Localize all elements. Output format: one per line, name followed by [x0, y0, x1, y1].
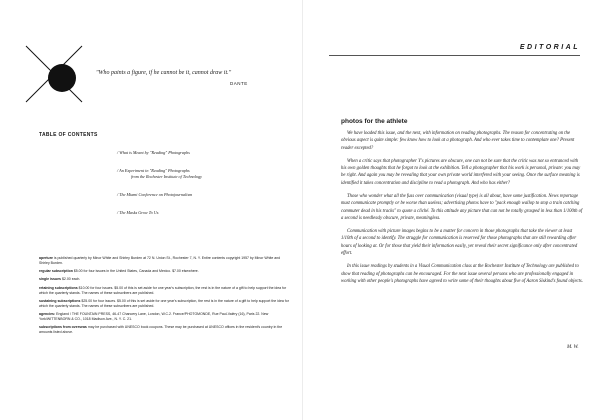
- colophon-label: regular subscription: [39, 269, 73, 274]
- epigraph-author: DANTE: [230, 81, 248, 86]
- colophon-text: $2.00 each.: [60, 277, 81, 282]
- colophon-paragraph: [39, 256, 289, 266]
- colophon-label: sustaining subscriptions: [39, 298, 81, 303]
- colophon-text: may be purchased with UNESCO book coupons. These may be purchased at UNESCO offices in the resident's country in the amounts listed above.: [39, 325, 283, 335]
- toc-item[interactable]: / The Masks Grow To Us: [117, 210, 159, 216]
- aperture-logo: [24, 44, 84, 104]
- colophon-paragraph: [39, 325, 289, 335]
- colophon-paragraph: [39, 312, 289, 322]
- colophon-paragraph: [39, 286, 289, 296]
- colophon-text: $5.00 for four issues in the United States, Canada and Mexico. $7.00 elsewhere.: [72, 269, 199, 274]
- colophon-paragraph: [39, 277, 289, 282]
- colophon-label: retaining subscriptions: [39, 285, 78, 290]
- colophon-label: subscriptions from overseas: [39, 325, 87, 330]
- toc-title: TABLE OF CONTENTS: [39, 132, 98, 138]
- colophon-text: England / THE FOUNTAIN PRESS, 46-47 Chancery Lane, London, W.C.2. France/PHOTOMONDE, Rue Paul-Valéry (16), Paris 22. New York/WITTENBORN & CO., 1018 Madison Ave., N. Y. C. 21.: [39, 312, 269, 321]
- colophon-label: aperture: [39, 256, 54, 260]
- right-page: [303, 0, 606, 420]
- toc-list: [117, 150, 297, 216]
- colophon-label: agencies:: [39, 312, 56, 317]
- colophon-text: $25.00 for four issues. $5.00 of this is set aside for one year's subscription, the rest is in the nature of a gift to help support the idea for which the quarterly stands. The names of these subscribers are published.: [39, 298, 289, 308]
- heading-rule: [329, 55, 580, 56]
- colophon-paragraph: [39, 269, 289, 274]
- colophon-paragraph: [39, 299, 289, 309]
- section-heading: EDITORIAL: [519, 44, 580, 51]
- toc-item[interactable]: / An Experiment in "Reading" Photographs: [117, 168, 190, 174]
- epigraph-quote: "Who paints a figure, if he cannot be it, cannot draw it.": [96, 70, 232, 76]
- article-paragraph: When a critic says that photographer Y's pictures are obscure, one can not be sure that the critic was not so entranced with his own golden thoughts that he forgot to look at the exhibition. Tell a photographer that his work is personal, private: you may be right. And again you may be revealing that your own private world interfered with your seeing. Once the surface meaning is identified it takes concentration and discipline to read a photograph. And who has either?: [341, 158, 581, 186]
- toc-item-subtitle-text: from the Rochester Institute of Technology: [131, 174, 202, 180]
- article-paragraph: We have loaded this issue, and the next, with information on reading photographs. The reason for concentrating on the obvious aspect is quite simple: few know how to look at a photograph. And who ever takes time to contemplate one? Present reader excepted?: [341, 131, 575, 151]
- article-body: [341, 130, 583, 291]
- article-paragraph: In this issue readings by students in a Visual Communication class at the Rochester Institute of Technology are published to show that reading of photographs can be encouraged. For the next issue several persons who are professionally engaged in working with other people's photographs have agreed to write some of their thoughts about five of Aaron Siskind's found objects.: [341, 264, 583, 284]
- signature: M. W.: [567, 345, 579, 350]
- colophon-label: single issues: [39, 277, 61, 282]
- article-title: photos for the athlete: [341, 118, 408, 125]
- colophon-text: is published quarterly by Minor White and Shirley Burden at 72 N. Union St., Rochester 7, N. Y. Entire contents copyright 1957 by Minor White and Shirley Burden.: [39, 256, 281, 265]
- colophon: [39, 256, 289, 338]
- article-paragraph: Those who wonder what all the fuss over communication (visual type) is all about, have some justification. News reportage must communicate promptly or be worse than useless; advertising photos have to "pack enough wallop to stop a train catching commuter dead in his tracks" to quote a cliché. To this attitude any picture that can not be totally grasped in less than 1/100th of a second is needlessly obscure, private, meaningless.: [341, 193, 583, 221]
- colophon-text: $10.00 for four issues. $5.00 of this is set aside for one year's subscription, the rest is in the nature of a gift to help support the idea for which the quarterly stands. The names of these subscribers are published.: [39, 285, 287, 295]
- toc-item[interactable]: / The Miami Conference on Photojournalism: [117, 192, 193, 198]
- toc-item[interactable]: / What is Meant by "Reading" Photographs: [117, 150, 190, 155]
- toc-item-subtitle: [117, 174, 297, 180]
- article-paragraph: Communication with picture images begins to be a matter for concern in those photographs that take the viewer at least 1/10th of a second to identify. The struggle for communication is reserved for those photographs that are still rewarding after hours of looking at. Or for those that yield their information easily, yet reveal their secret significance only after concentrated effort.: [341, 229, 578, 256]
